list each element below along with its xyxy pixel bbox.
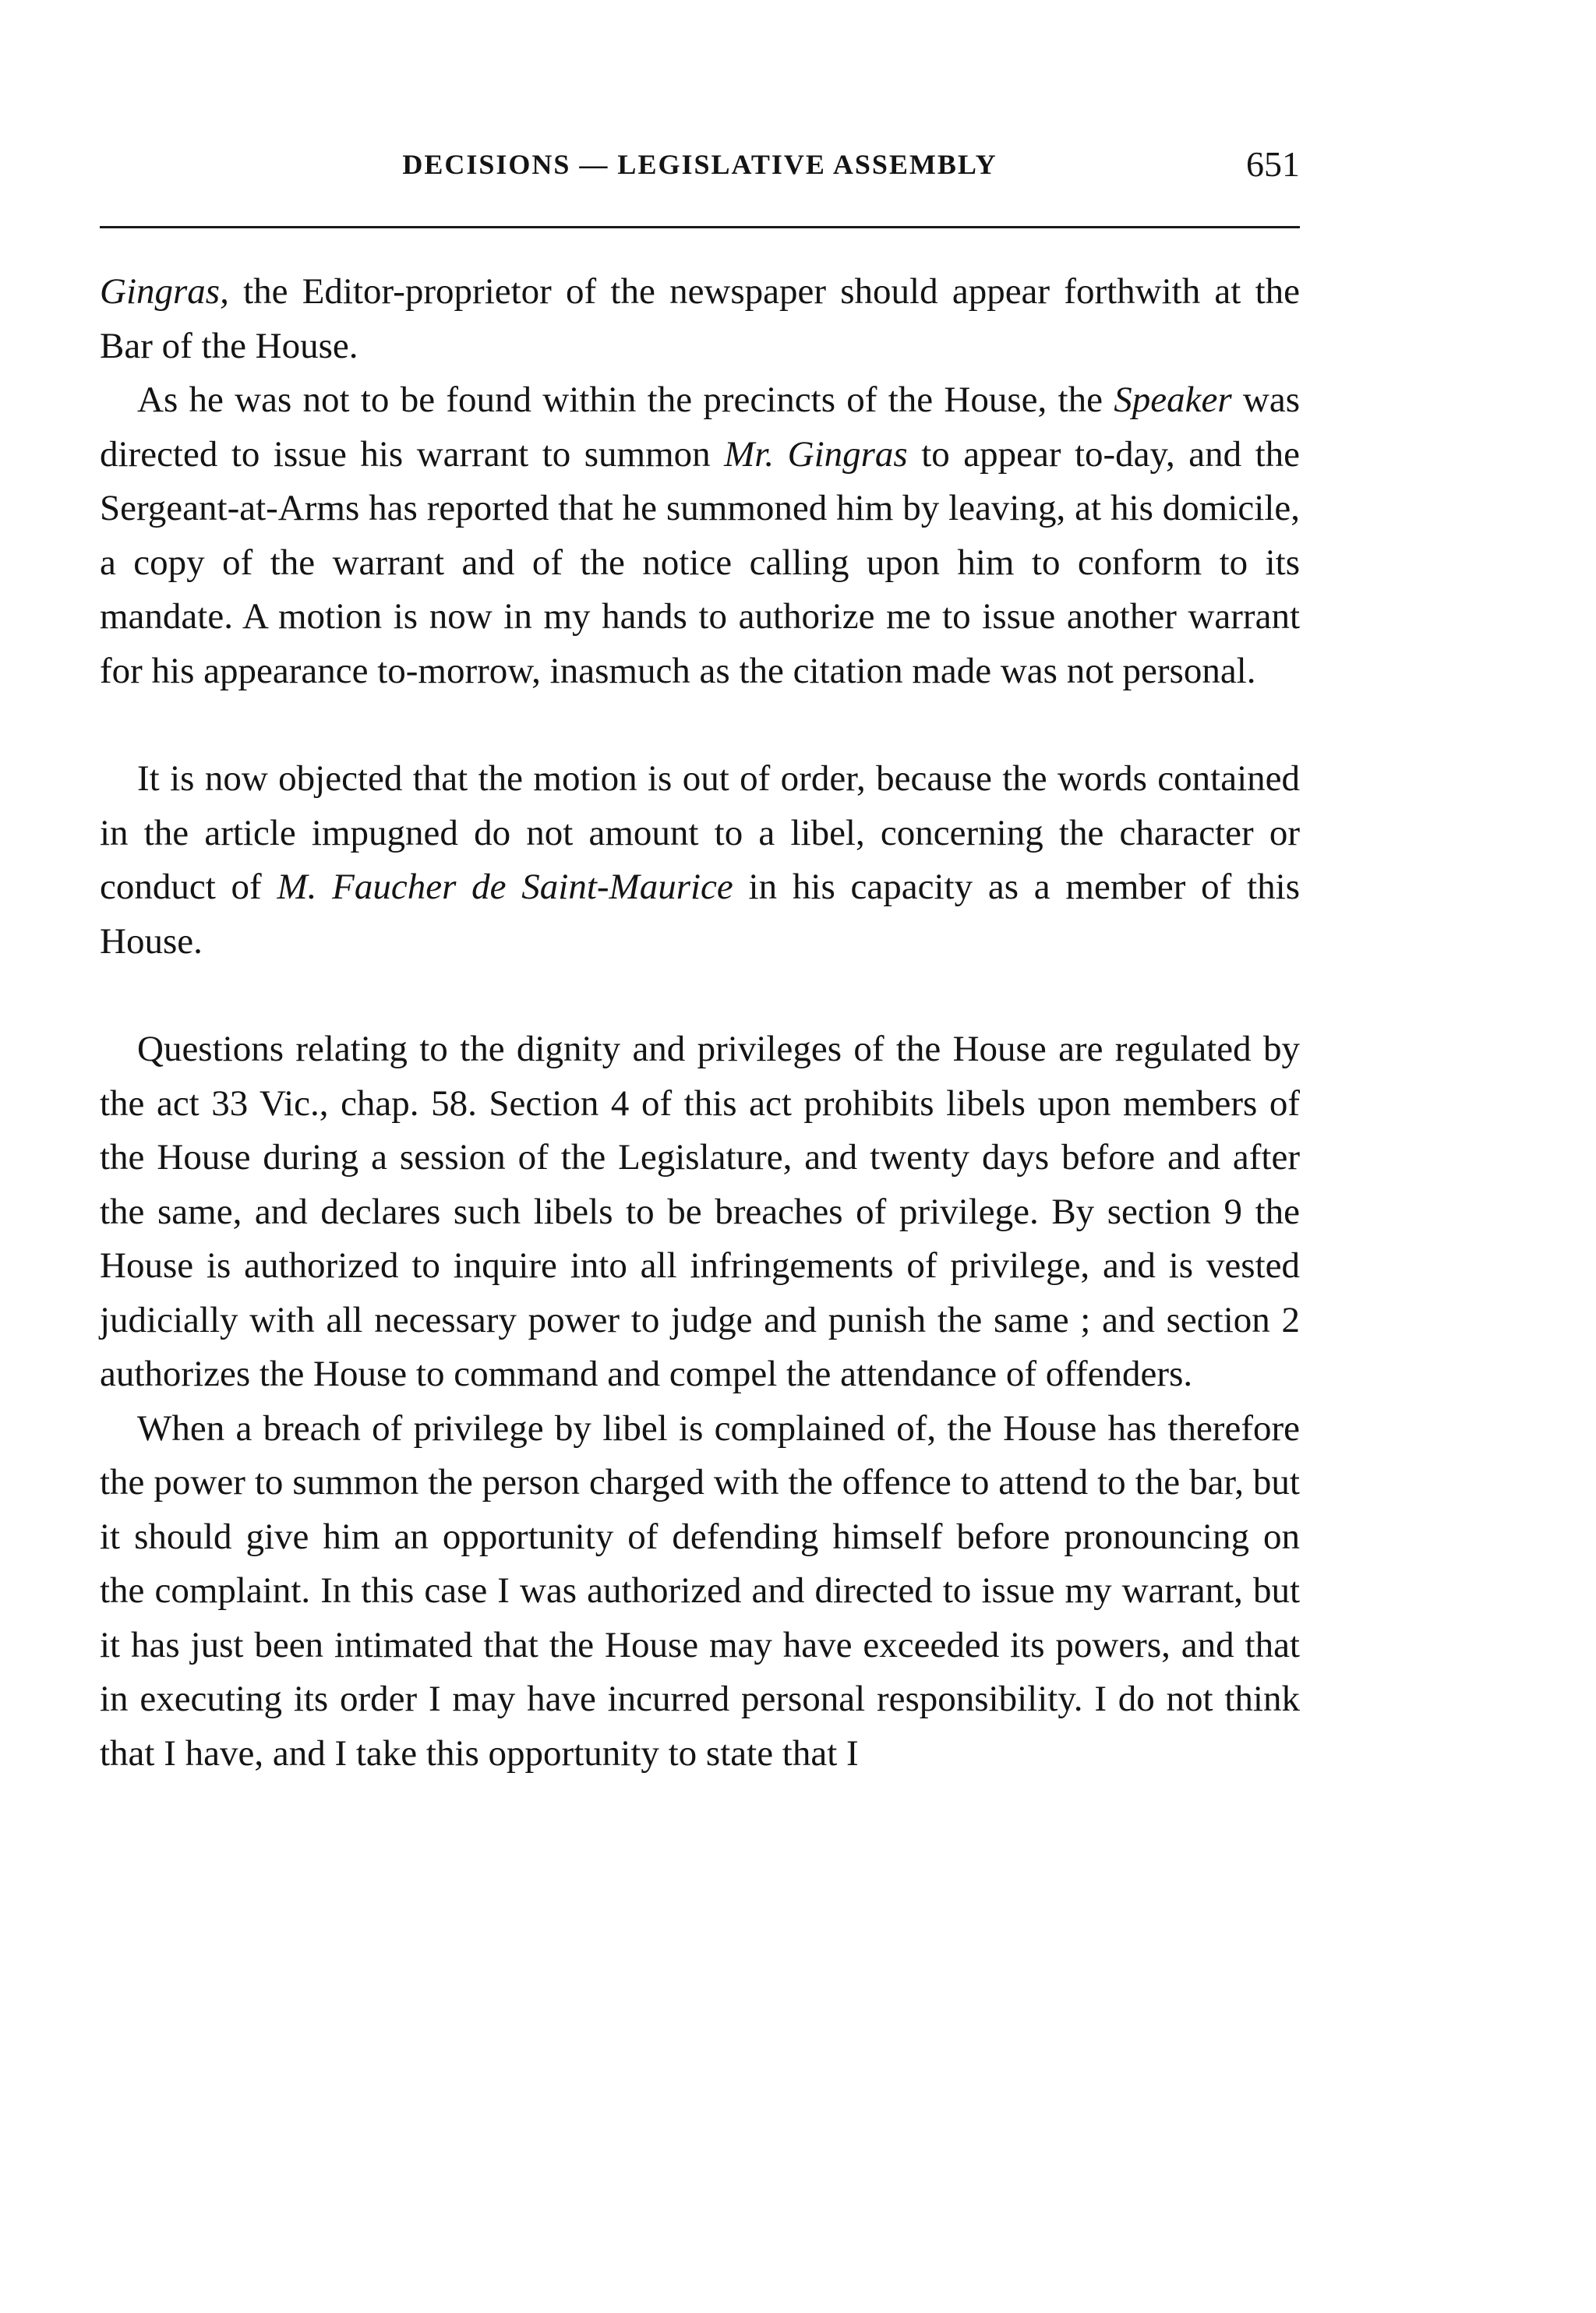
paragraph-text: to appear to-day, and the Sergeant-at-Arms has reported that he summoned him by leaving, at his domicile, a copy of the warrant and of the notice calling upon him to conform to its mandate. A motion is now in my hands to authorize me to issue another warrant for his appearance to-morrow, inasmuch as the citation made was not personal. [100,433,1300,691]
paragraph-text: in his capacity as a member of this House. [100,867,1300,962]
italic-name-gingras: Gingras, [100,271,229,312]
paragraph-text: When a breach of privilege by libel is complained of, the House has therefore the power to summon the person charged with the offence to attend to the bar, but it should give him an opportunity of defending himself before pronouncing on the complaint. In this case I was authorized and directed to issue my warrant, but it has just been intimated that the House may have exceeded its powers, and that in executing its order I may have incurred personal responsibility. I do not think that I have, and I take this opportunity to state that I [100,1407,1300,1774]
italic-mr-gingras: Mr. Gingras [724,433,908,475]
page-number: 651 [1246,144,1300,184]
paragraph-text: was directed to issue his warrant to summon [100,380,1300,475]
paragraph-3 [100,752,1300,969]
running-title: DECISIONS — LEGISLATIVE ASSEMBLY [402,149,998,180]
italic-member-name: M. Faucher de Saint-Maurice [277,867,733,907]
paragraph-text: As he was not to be found within the precincts of the House, the [137,380,1114,420]
paragraph-4 [100,1022,1300,1402]
paragraph-5 [100,1402,1300,1782]
paragraph-text: Questions relating to the dignity and privileges of the House are regulated by the act 33 Vic., chap. 58. Section 4 of this act prohibits libels upon members of the House during a session of the Legislature, and twenty days before and after the same, and declares such libels to be breaches of privilege. By section 9 the House is authorized to inquire into all infringements of privilege, and is vested judicially with all necessary power to judge and punish the same ; and section 2 authorizes the House to command and compel the attendance of offenders. [100,1029,1300,1394]
body-text [100,265,1300,1781]
italic-speaker: Speaker [1114,380,1232,420]
paragraph-text: the Editor-proprietor of the newspaper should appear forthwith at the Bar of the House. [100,271,1300,366]
paragraph-text: It is now objected that the motion is out of order, because the words contained in the article impugned do not amount to a libel, concerning the character or conduct of [100,758,1300,907]
page-header [100,144,1300,195]
paragraph-2 [100,373,1300,698]
header-rule [100,226,1300,228]
paragraph-1 [100,265,1300,373]
